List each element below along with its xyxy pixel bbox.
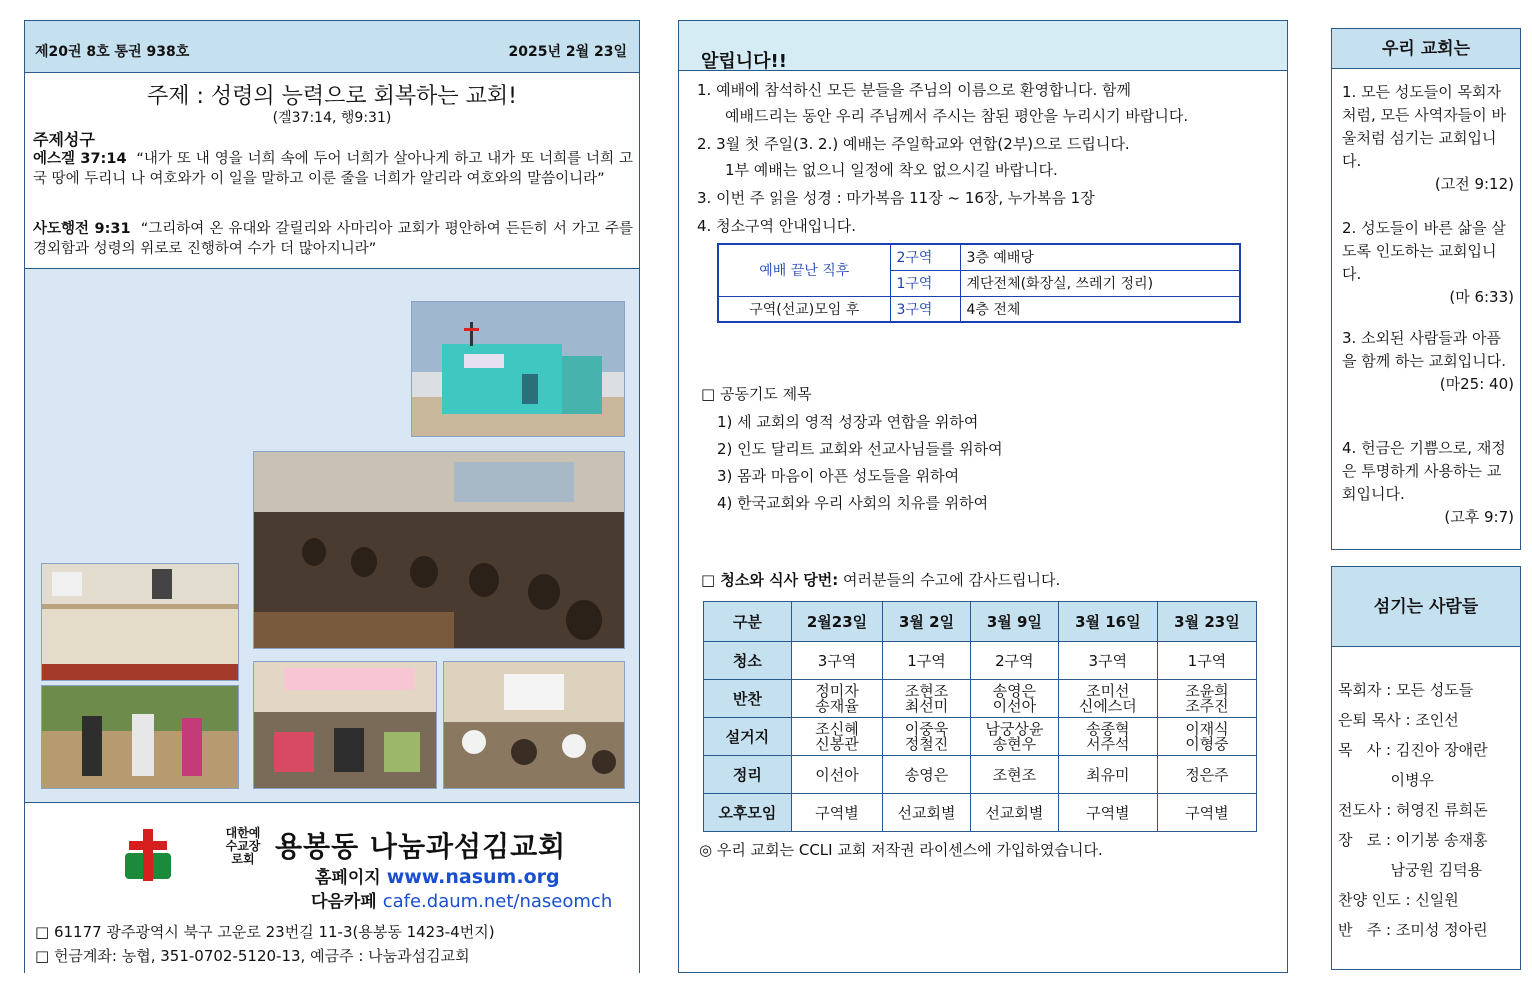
worship-service-photo	[253, 451, 625, 649]
worship-service-image	[254, 452, 625, 649]
table-header-row	[704, 602, 1257, 642]
homepage-label: 홈페이지	[315, 868, 381, 888]
table-cell: 송영은	[883, 756, 971, 794]
distribution-image	[42, 686, 239, 789]
vision-title: 우리 교회는	[1332, 29, 1520, 69]
clean-zone: 1구역	[890, 270, 960, 296]
kitchen-service-photo	[253, 661, 437, 789]
vision-item	[1342, 437, 1514, 529]
clean-place: 4층 전체	[960, 296, 1240, 322]
children-gathering-photo	[443, 661, 625, 789]
table-row	[704, 718, 1257, 756]
duty-roster-table	[703, 601, 1257, 832]
column-header: 3월 9일	[970, 602, 1058, 642]
duty-heading	[701, 569, 1060, 590]
kitchen-service-image	[254, 662, 437, 789]
issue-header	[25, 21, 639, 73]
church-info-section	[25, 803, 639, 974]
verse-ezekiel-text: “내가 또 내 영을 너희 속에 두어 너희가 살아나게 하고 내가 또 너희를 너희 고국 땅에 두리니 나 여호와가 이 일을 말하고 이룬 줄을 너희가 알리라 여호와의 말씀이니라”	[33, 151, 633, 187]
table-cell: 3구역	[791, 642, 882, 680]
verse-ezekiel-ref: 에스겔 37:14	[33, 151, 127, 167]
row-label: 설거지	[704, 718, 792, 756]
ccli-notice: ◎ 우리 교회는 CCLI 교회 저작권 라이센스에 가입하였습니다.	[699, 841, 1103, 859]
column-header: 2월23일	[791, 602, 882, 642]
cleaning-zone-table	[717, 243, 1241, 323]
notices-header	[679, 21, 1287, 71]
church-address: □ 61177 광주광역시 북구 고운로 23번길 11-3(용봉동 1423-4번지)	[35, 923, 495, 941]
column-header: 3월 2일	[883, 602, 971, 642]
table-cell: 이선아	[791, 756, 882, 794]
row-label: 오후모임	[704, 794, 792, 832]
vision-text: 3. 소외된 사람들과 아픔을 함께 하는 교회입니다.	[1342, 329, 1506, 370]
table-cell: 송종혁 서주석	[1058, 718, 1157, 756]
table-row	[718, 244, 1240, 270]
notice-2-cont: 1부 예배는 없으니 일정에 착오 없으시길 바랍니다.	[725, 161, 1058, 179]
prayer-item: 4) 한국교회와 우리 사회의 치유를 위하여	[717, 494, 989, 512]
table-cell: 송영은 이선아	[970, 680, 1058, 718]
notice-2: 2. 3월 첫 주일(3. 2.) 예배는 주일학교와 연합(2부)으로 드립니다.	[697, 135, 1130, 153]
table-cell: 선교회별	[883, 794, 971, 832]
servant-line: 전도사 : 허영진 류희돈	[1338, 801, 1488, 819]
table-cell: 선교회별	[970, 794, 1058, 832]
theme-verse-label: 주제성구	[33, 130, 95, 149]
notices-panel	[678, 20, 1288, 973]
table-cell: 조현조 최선미	[883, 680, 971, 718]
clean-place: 3층 예배당	[960, 244, 1240, 270]
verse-acts-text: “그리하여 온 유대와 갈릴리와 사마리아 교회가 평안하여 든든히 서 가고 주를 경외함과 성령의 위로로 진행하여 수가 더 많아지니라”	[33, 221, 633, 257]
bulletin-front-panel	[24, 20, 640, 973]
table-cell: 정은주	[1157, 756, 1256, 794]
servant-line: 남궁원 김덕용	[1338, 861, 1483, 879]
row-label: 청소	[704, 642, 792, 680]
table-cell: 이중욱 정철진	[883, 718, 971, 756]
table-cell: 정미자 송재율	[791, 680, 882, 718]
notice-1-cont: 예배드리는 동안 우리 주님께서 주시는 참된 평안을 누리시기 바랍니다.	[725, 107, 1189, 125]
cafe-line	[311, 887, 612, 912]
duty-heading-rest: 여러분들의 수고에 감사드립니다.	[838, 571, 1061, 589]
vision-text: 1. 모든 성도들이 목회자처럼, 모든 사역자들이 바울처럼 섬기는 교회입니다.	[1342, 83, 1506, 170]
table-cell: 조윤희 조주진	[1157, 680, 1256, 718]
vision-ref: (마 6:33)	[1449, 288, 1514, 306]
table-row	[704, 680, 1257, 718]
prayer-item: 3) 몸과 마음이 아픈 성도들을 위하여	[717, 467, 960, 485]
column-header: 3월 23일	[1157, 602, 1256, 642]
servant-line: 장 로 : 이기봉 송재홍	[1338, 831, 1488, 849]
servants-title: 섬기는 사람들	[1332, 567, 1520, 647]
row-label: 정리	[704, 756, 792, 794]
notice-4: 4. 청소구역 안내입니다.	[697, 217, 857, 235]
table-row	[718, 296, 1240, 322]
church-name: 용봉동 나눔과섬김교회	[275, 830, 567, 863]
church-vision-panel	[1331, 28, 1521, 550]
servant-line: 이병우	[1338, 771, 1434, 789]
offering-account: □ 헌금계좌: 농협, 351-0702-5120-13, 예금주 : 나눔과섬김교회	[35, 947, 470, 965]
denomination-label	[221, 827, 265, 866]
table-cell: 조현조	[970, 756, 1058, 794]
church-building-image	[412, 302, 625, 437]
table-cell: 2구역	[970, 642, 1058, 680]
duty-heading-bold: □ 청소와 식사 당번:	[701, 571, 839, 589]
table-cell: 이재식 이형중	[1157, 718, 1256, 756]
homepage-line	[315, 863, 560, 888]
table-cell: 구역별	[1157, 794, 1256, 832]
table-cell: 1구역	[1157, 642, 1256, 680]
clean-time-after-service: 예배 끝난 직후	[718, 244, 890, 296]
table-cell: 최유미	[1058, 756, 1157, 794]
table-cell: 조신혜 신봉관	[791, 718, 882, 756]
notice-3: 3. 이번 주 읽을 성경 : 마가복음 11장 ~ 16장, 누가복음 1장	[697, 189, 1095, 207]
servant-line: 목 사 : 김진아 장애란	[1338, 741, 1488, 759]
verse-acts-ref: 사도행전 9:31	[33, 221, 131, 237]
verse-ezekiel	[33, 149, 633, 189]
vision-item	[1342, 81, 1514, 196]
prayer-item: 2) 인도 달리트 교회와 선교사님들를 위하여	[717, 440, 1003, 458]
table-row	[704, 794, 1257, 832]
vision-ref: (고전 9:12)	[1434, 175, 1514, 193]
table-cell: 1구역	[883, 642, 971, 680]
vision-item	[1342, 217, 1514, 309]
clean-zone: 2구역	[890, 244, 960, 270]
table-cell: 3구역	[1058, 642, 1157, 680]
notice-1: 1. 예배에 참석하신 모든 분들을 주님의 이름으로 환영합니다. 함께	[697, 81, 1131, 99]
cafe-link[interactable]: cafe.daum.net/naseomch	[382, 891, 613, 912]
row-label: 반찬	[704, 680, 792, 718]
servant-line: 목회자 : 모든 성도들	[1338, 681, 1474, 699]
theme-reference: (겔37:14, 행9:31)	[272, 110, 392, 126]
servant-line: 찬양 인도 : 신일원	[1338, 891, 1459, 909]
relief-supplies-image	[42, 564, 239, 681]
clean-place: 계단전체(화장실, 쓰레기 정리)	[960, 270, 1240, 296]
church-building-photo	[411, 301, 625, 437]
table-row	[704, 642, 1257, 680]
vision-item	[1342, 327, 1514, 396]
prayer-heading: □ 공동기도 제목	[701, 385, 812, 403]
servant-line: 반 주 : 조미성 정아린	[1338, 921, 1488, 939]
notices-title: 알립니다!!	[701, 51, 787, 72]
vision-ref: (마25: 40)	[1439, 375, 1514, 393]
table-cell: 조미선 신에스더	[1058, 680, 1157, 718]
table-cell: 남궁상윤 송현우	[970, 718, 1058, 756]
relief-supplies-photo	[41, 563, 239, 681]
vision-text: 2. 성도들이 바른 삶을 살도록 인도하는 교회입니다.	[1342, 219, 1506, 283]
table-cell: 구역별	[1058, 794, 1157, 832]
clean-zone: 3구역	[890, 296, 960, 322]
photo-collage	[25, 269, 639, 803]
cafe-label: 다음카페	[311, 892, 377, 912]
distribution-photo	[41, 685, 239, 789]
servant-line: 은퇴 목사 : 조인선	[1338, 711, 1459, 729]
church-logo-icon	[125, 829, 171, 881]
clean-time-after-meeting: 구역(선교)모임 후	[718, 296, 890, 322]
issue-date: 2025년 2월 23일	[508, 44, 627, 60]
column-header: 3월 16일	[1058, 602, 1157, 642]
children-gathering-image	[444, 662, 625, 789]
servants-panel	[1331, 566, 1521, 970]
denomination-text: 대한예수교장로회	[225, 826, 261, 866]
table-row	[704, 756, 1257, 794]
issue-number: 제20권 8호 통권 938호	[35, 44, 190, 60]
column-header: 구분	[704, 602, 792, 642]
verse-acts	[33, 219, 633, 259]
vision-text: 4. 헌금은 기쁨으로, 재정은 투명하게 사용하는 교회입니다.	[1342, 439, 1506, 503]
theme-section	[25, 73, 639, 269]
homepage-link[interactable]: www.nasum.org	[386, 866, 560, 888]
vision-ref: (고후 9:7)	[1444, 508, 1514, 526]
prayer-item: 1) 세 교회의 영적 성장과 연합을 위하여	[717, 413, 979, 431]
theme-title: 주제 : 성령의 능력으로 회복하는 교회!	[147, 84, 517, 109]
table-cell: 구역별	[791, 794, 882, 832]
